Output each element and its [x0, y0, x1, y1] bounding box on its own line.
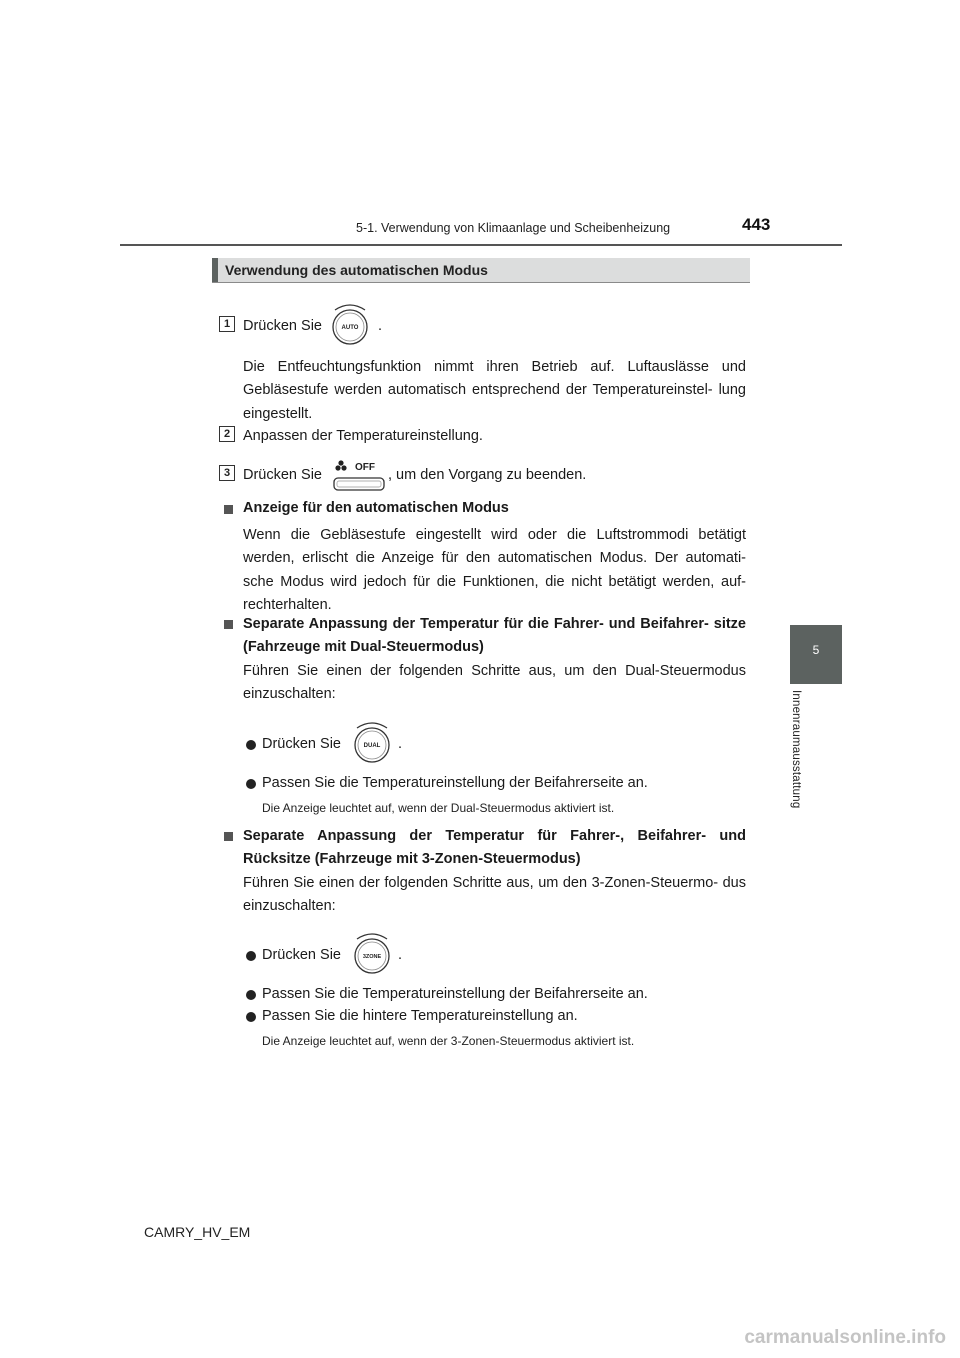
note-bullet-square [224, 832, 233, 841]
document-code: CAMRY_HV_EM [144, 1224, 251, 1240]
bullet-dot [246, 1012, 256, 1022]
step-2-text: Anpassen der Temperatureinstellung. [243, 428, 483, 444]
step-3-text-before: Drücken Sie [243, 467, 322, 483]
off-icon-label: OFF [355, 462, 375, 473]
header-divider [120, 244, 842, 246]
step-number-1: 1 [219, 316, 235, 332]
chapter-side-label-text: Innenraumausstattung [790, 690, 802, 809]
section-heading-title: Verwendung des automatischen Modus [225, 262, 488, 278]
note-auto-indicator-body: Wenn die Gebläsestufe eingestellt wird oder die Luftstrommodi betätigt werden, erlischt die Anzeige für den automatischen Modus. Der automati- sche Modus wird jedoch für die Funktionen, die nicht betätigt werden, auf- rechterhalten. [243, 527, 746, 613]
bullet-dot [246, 990, 256, 1000]
note-three-zone-intro: Führen Sie einen der folgenden Schritte aus, um den 3-Zonen-Steuermo- dus einzuschalten: [243, 875, 746, 915]
bullet-dot [246, 740, 256, 750]
dual-small-note: Die Anzeige leuchtet auf, wenn der Dual-Steuermodus aktiviert ist. [262, 801, 615, 815]
three-zone-bullet-1-after: . [398, 947, 403, 963]
step-1-text-before: Drücken Sie [243, 318, 322, 334]
dual-bullet-1-before: Drücken Sie [262, 736, 341, 752]
step-1-description: Die Entfeuchtungsfunktion nimmt ihren Betrieb auf. Luftauslässe und Gebläsestufe werden automatisch entsprechend der Temperatureinstel- lung eingestellt. [243, 359, 746, 422]
dual-bullet-1-after: . [398, 736, 403, 752]
note-bullet-square [224, 505, 233, 514]
bullet-dot [246, 951, 256, 961]
chapter-tab-number: 5 [812, 643, 820, 657]
fan-off-button-icon [332, 459, 386, 493]
section-heading [212, 258, 750, 283]
three-zone-bullet-3: Passen Sie die hintere Temperatureinstellung an. [262, 1008, 578, 1024]
note-bullet-square [224, 620, 233, 629]
note-auto-indicator-title: Anzeige für den automatischen Modus [243, 500, 509, 516]
step-3-text-after: , um den Vorgang zu beenden. [388, 467, 587, 483]
three-zone-bullet-2: Passen Sie die Temperatureinstellung der Beifahrerseite an. [262, 986, 648, 1002]
watermark: carmanualsonline.info [744, 1327, 946, 1348]
three-zone-small-note: Die Anzeige leuchtet auf, wenn der 3-Zonen-Steuermodus aktiviert ist. [262, 1034, 635, 1048]
three-zone-bullet-1-before: Drücken Sie [262, 947, 341, 963]
step-number-2: 2 [219, 426, 235, 442]
chapter-title: 5-1. Verwendung von Klimaanlage und Scheibenheizung [356, 221, 671, 235]
three-zone-button-icon [351, 927, 393, 975]
bullet-dot [246, 779, 256, 789]
auto-button-icon [329, 298, 371, 346]
note-dual-intro: Führen Sie einen der folgenden Schritte aus, um den Dual-Steuermodus einzuschalten: [243, 663, 746, 703]
section-heading-bar [212, 258, 218, 282]
chapter-side-label [790, 690, 804, 820]
step-number-3: 3 [219, 465, 235, 481]
dual-icon-label: DUAL [363, 743, 381, 749]
three-zone-icon-label: 3ZONE [362, 954, 382, 960]
dual-bullet-2: Passen Sie die Temperatureinstellung der Beifahrerseite an. [262, 775, 648, 791]
step-1-text-after: . [378, 318, 383, 334]
note-dual-title: Separate Anpassung der Temperatur für die Fahrer- und Beifahrer- sitze (Fahrzeuge mit Dual-Steuermodus) [243, 616, 746, 656]
dual-button-icon [351, 716, 393, 764]
chapter-side-tab [790, 625, 842, 684]
note-three-zone-title: Separate Anpassung der Temperatur für Fahrer-, Beifahrer- und Rücksitze (Fahrzeuge mit 3-Zonen-Steuermodus) [243, 828, 746, 868]
auto-icon-label: AUTO [341, 325, 359, 331]
page-number: 443 [742, 215, 771, 234]
